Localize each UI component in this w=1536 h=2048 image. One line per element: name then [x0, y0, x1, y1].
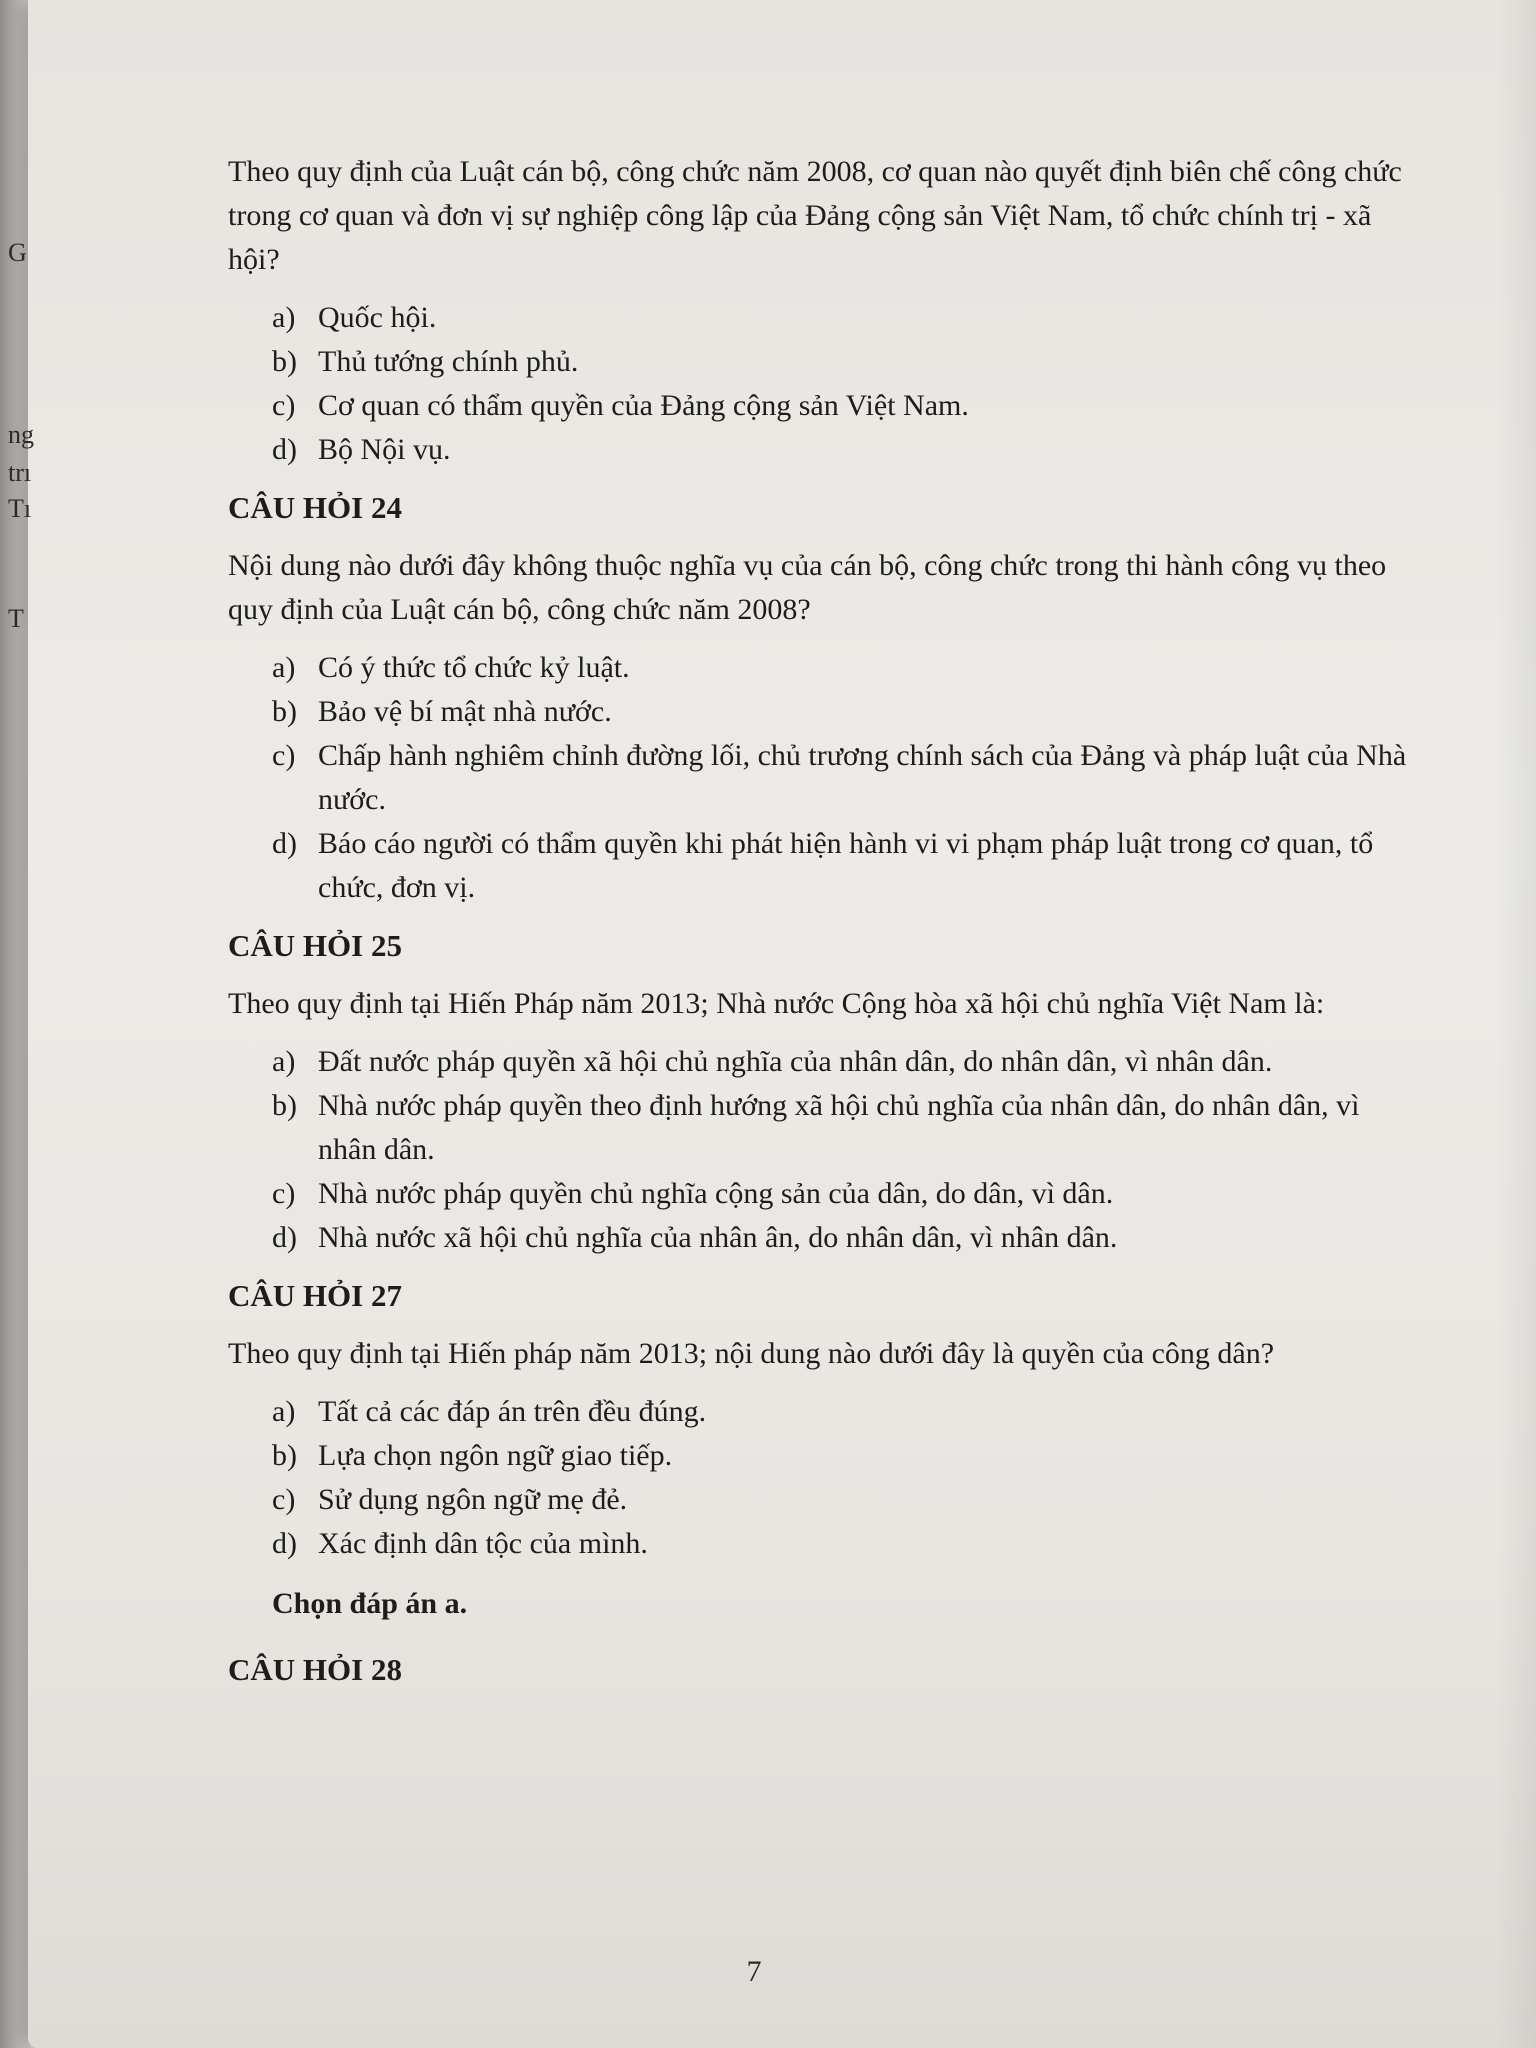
- page-content: [228, 150, 1408, 1706]
- option-text: Tất cả các đáp án trên đều đúng.: [318, 1395, 707, 1428]
- margin-fragment: trı: [8, 458, 32, 487]
- option-text: Quốc hội.: [318, 301, 437, 334]
- question-heading: CÂU HỎI 25: [228, 928, 402, 963]
- question-text: Theo quy định của Luật cán bộ, công chức năm 2008, cơ quan nào quyết định biên chế công chức trong cơ quan và đơn vị sự nghiệp công lập của Đảng cộng sản Việt Nam, tổ chức chính trị - xã hội?: [228, 155, 1402, 276]
- option-text: Nhà nước xã hội chủ nghĩa của nhân ân, do nhân dân, vì nhân dân.: [318, 1221, 1118, 1254]
- option-letter: b): [272, 695, 297, 728]
- question-text: Theo quy định tại Hiến pháp năm 2013; nội dung nào dưới đây là quyền của công dân?: [228, 1337, 1275, 1370]
- option-letter: c): [272, 1177, 296, 1210]
- question-heading: CÂU HỎI 24: [228, 490, 402, 525]
- margin-fragment: Tı: [8, 494, 32, 523]
- option-text: Thủ tướng chính phủ.: [318, 345, 579, 378]
- option-item: [272, 1216, 1408, 1260]
- option-item: [272, 1390, 1408, 1434]
- option-letter: c): [272, 1483, 296, 1516]
- option-item: [272, 1434, 1408, 1478]
- option-list: [228, 1040, 1408, 1260]
- option-letter: b): [272, 345, 297, 378]
- option-text: Sử dụng ngôn ngữ mẹ đẻ.: [318, 1483, 628, 1516]
- option-item: [272, 296, 1408, 340]
- option-letter: a): [272, 1395, 296, 1428]
- option-item: [272, 1084, 1408, 1172]
- option-text: Xác định dân tộc của mình.: [318, 1527, 648, 1560]
- option-letter: b): [272, 1089, 297, 1122]
- margin-fragment: T: [8, 604, 24, 633]
- option-item: [272, 1478, 1408, 1522]
- option-item: [272, 340, 1408, 384]
- question-text: Nội dung nào dưới đây không thuộc nghĩa vụ của cán bộ, công chức trong thi hành công vụ theo quy định của Luật cán bộ, công chức năm 2008?: [228, 549, 1387, 626]
- option-item: [272, 734, 1408, 822]
- margin-fragment: G: [8, 238, 27, 267]
- option-item: [272, 1040, 1408, 1084]
- page-number: 7: [746, 1955, 762, 1988]
- option-text: Cơ quan có thẩm quyền của Đảng cộng sản Việt Nam.: [318, 389, 969, 422]
- option-item: [272, 646, 1408, 690]
- option-letter: d): [272, 433, 297, 466]
- option-letter: a): [272, 301, 296, 334]
- option-list: [228, 1390, 1408, 1566]
- option-text: Bộ Nội vụ.: [318, 433, 451, 466]
- option-letter: d): [272, 1527, 297, 1560]
- option-letter: b): [272, 1439, 297, 1472]
- option-letter: a): [272, 651, 296, 684]
- option-letter: c): [272, 389, 296, 422]
- option-letter: d): [272, 827, 297, 860]
- question-heading: CÂU HỎI 28: [228, 1652, 402, 1687]
- option-text: Chấp hành nghiêm chỉnh đường lối, chủ trương chính sách của Đảng và pháp luật của Nhà nước.: [318, 739, 1407, 816]
- question-text: Theo quy định tại Hiến Pháp năm 2013; Nhà nước Cộng hòa xã hội chủ nghĩa Việt Nam là:: [228, 987, 1325, 1020]
- option-text: Đất nước pháp quyền xã hội chủ nghĩa của nhân dân, do nhân dân, vì nhân dân.: [318, 1045, 1273, 1078]
- option-letter: c): [272, 739, 296, 772]
- option-list: [228, 296, 1408, 472]
- option-text: Bảo vệ bí mật nhà nước.: [318, 695, 612, 728]
- option-text: Có ý thức tổ chức kỷ luật.: [318, 651, 630, 684]
- option-text: Báo cáo người có thẩm quyền khi phát hiện hành vi vi phạm pháp luật trong cơ quan, tổ chức, đơn vị.: [318, 827, 1374, 904]
- margin-fragment: ng: [8, 420, 34, 449]
- document-page: [28, 0, 1536, 2048]
- option-list: [228, 646, 1408, 910]
- option-letter: d): [272, 1221, 297, 1254]
- option-item: [272, 822, 1408, 910]
- option-item: [272, 428, 1408, 472]
- answer-line: Chọn đáp án a.: [272, 1587, 468, 1620]
- option-item: [272, 384, 1408, 428]
- option-text: Lựa chọn ngôn ngữ giao tiếp.: [318, 1439, 673, 1472]
- option-item: [272, 1522, 1408, 1566]
- question-heading: CÂU HỎI 27: [228, 1278, 402, 1313]
- option-item: [272, 690, 1408, 734]
- option-letter: a): [272, 1045, 296, 1078]
- option-item: [272, 1172, 1408, 1216]
- option-text: Nhà nước pháp quyền chủ nghĩa cộng sản của dân, do dân, vì dân.: [318, 1177, 1114, 1210]
- option-text: Nhà nước pháp quyền theo định hướng xã hội chủ nghĩa của nhân dân, do nhân dân, vì nhân dân.: [318, 1089, 1360, 1166]
- previous-page-margin-text: [0, 0, 60, 2048]
